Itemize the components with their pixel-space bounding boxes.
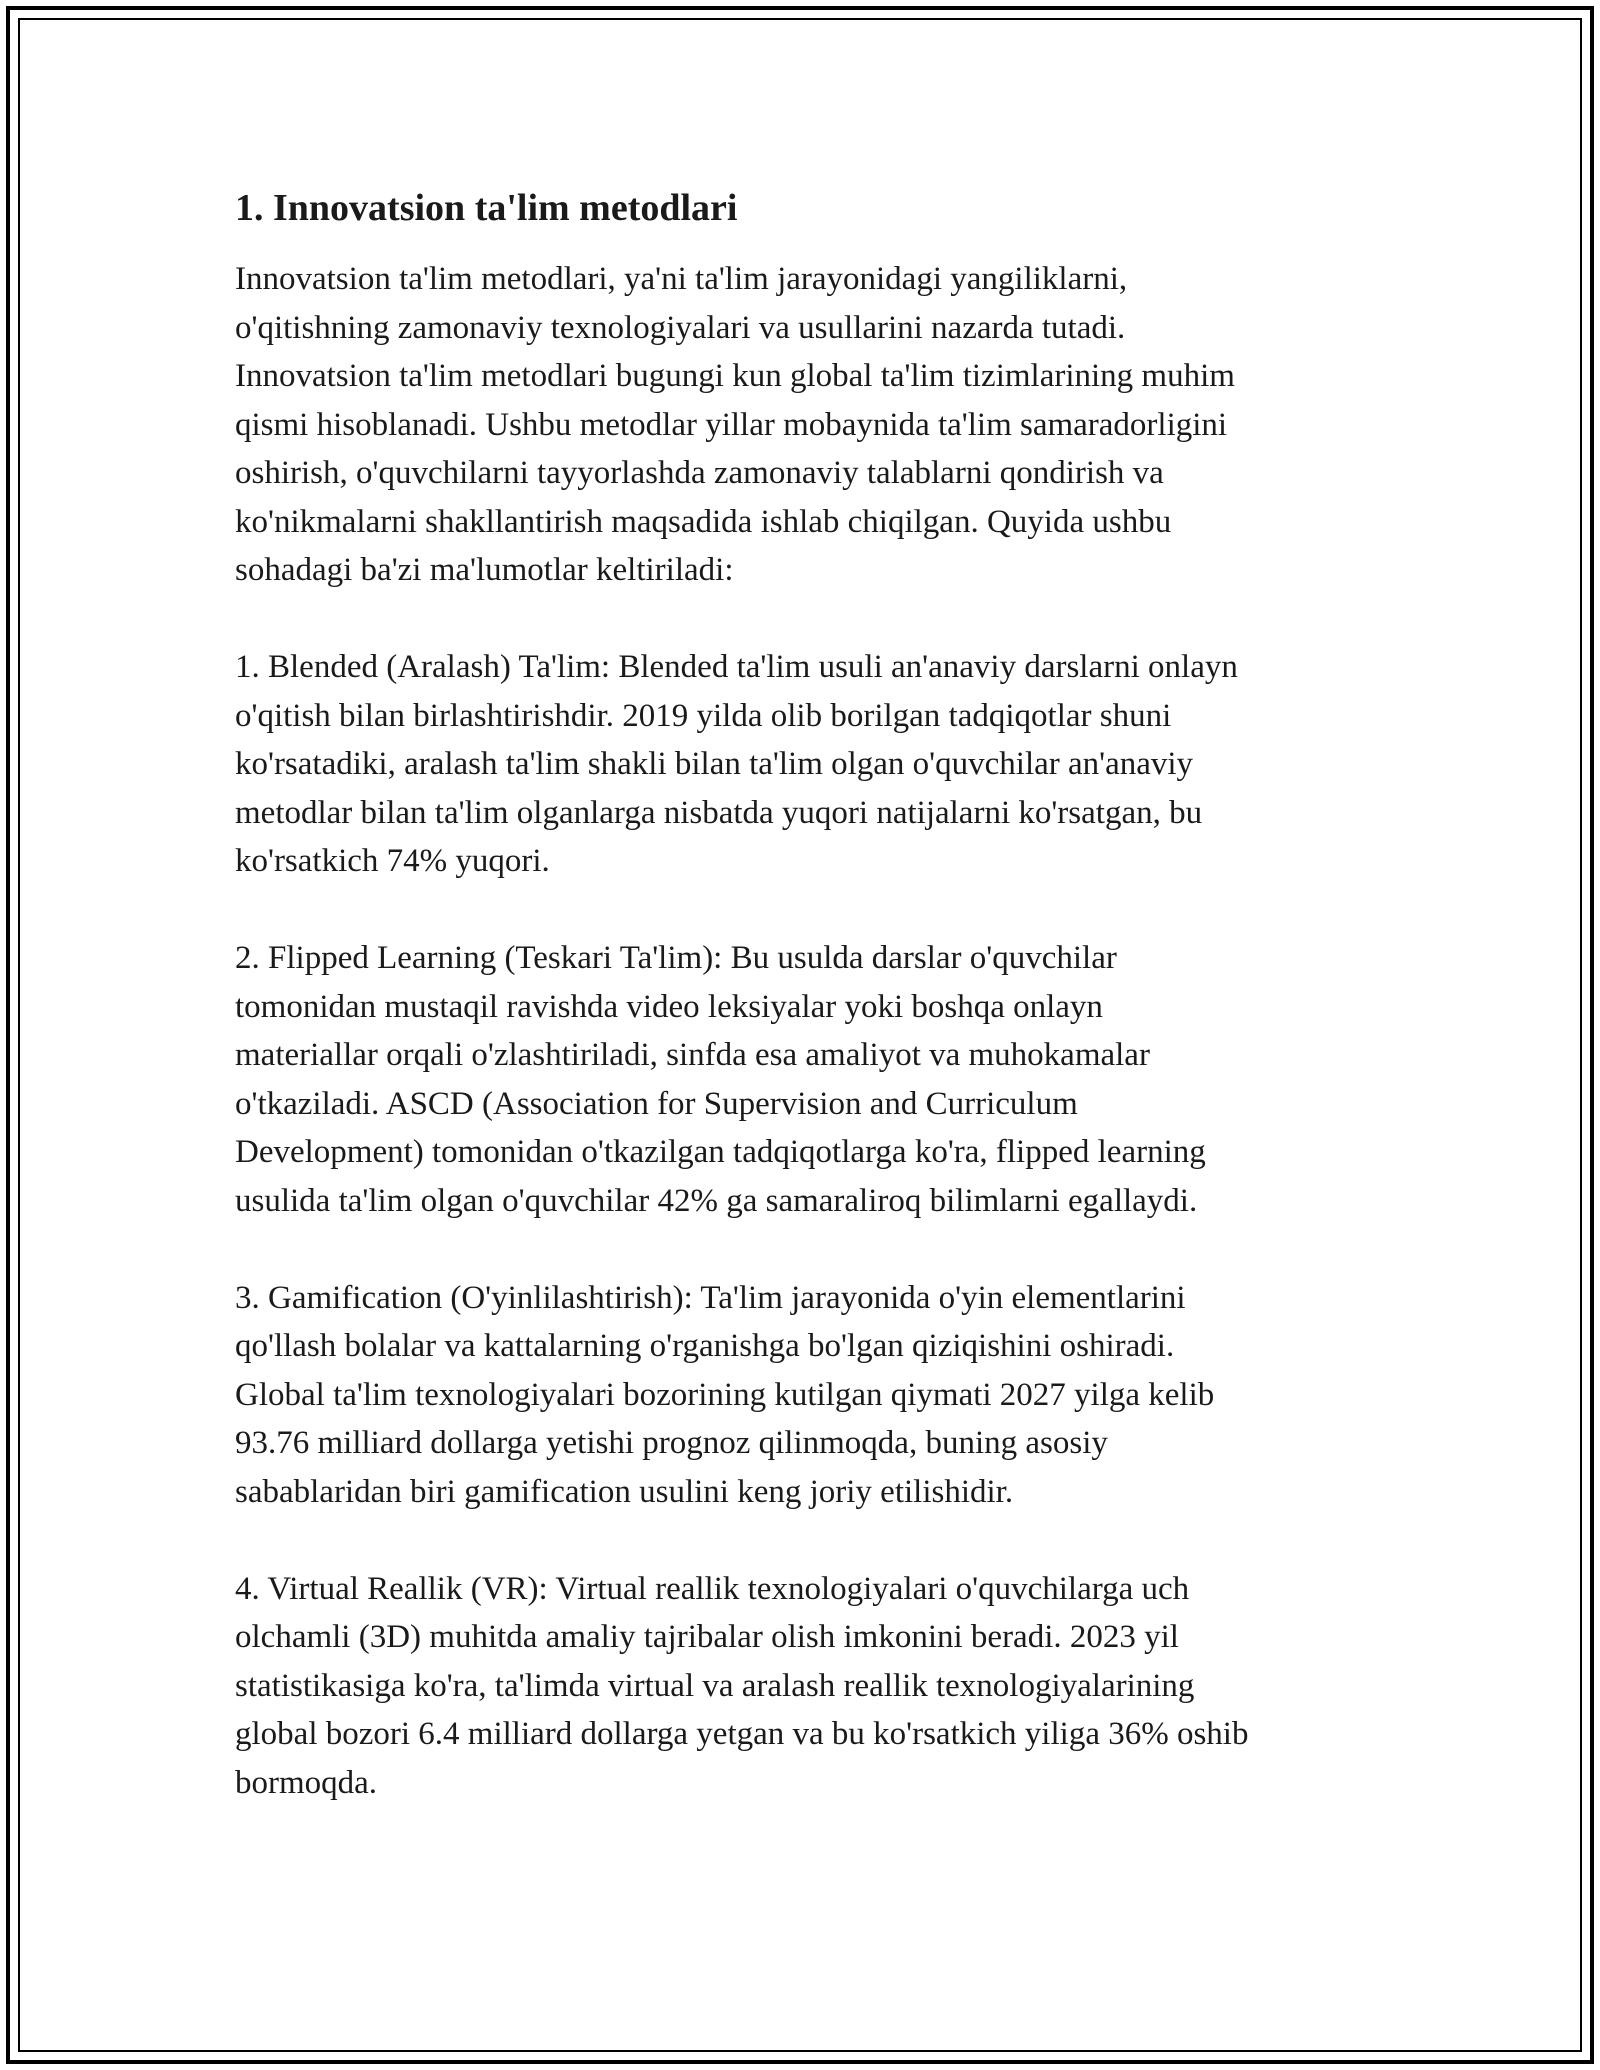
text-line: 4. Virtual Reallik (VR): Virtual reallik texnologiyalari o'quvchilarga uch xyxy=(235,1570,1190,1607)
document-body xyxy=(235,185,1395,1856)
text-line: Global ta'lim texnologiyalari bozorining kutilgan qiymati 2027 yilga kelib xyxy=(235,1376,1215,1413)
text-line: tomonidan mustaqil ravishda video leksiyalar yoki boshqa onlayn xyxy=(235,988,1103,1025)
text-line: sohadagi ba'zi ma'lumotlar keltiriladi: xyxy=(235,552,734,588)
text-line: Development) tomonidan o'tkazilgan tadqiqotlarga ko'ra, flipped learning xyxy=(235,1134,1206,1170)
section-heading: 1. Innovatsion ta'lim metodlari xyxy=(235,187,738,229)
text-line: ko'rsatkich 74% yuqori. xyxy=(235,843,550,879)
text-line: o'qitishning zamonaviy texnologiyalari va usullarini nazarda tutadi. xyxy=(235,309,1126,346)
text-line: 93.76 milliard dollarga yetishi prognoz qilinmoqda, buning asosiy xyxy=(235,1425,1108,1461)
text-line: olchamli (3D) muhitda amaliy tajribalar olish imkonini beradi. 2023 yil xyxy=(235,1619,1179,1655)
text-line: bormoqda. xyxy=(235,1764,378,1801)
text-line: statistikasiga ko'ra, ta'limda virtual va aralash reallik texnologiyalarining xyxy=(235,1667,1195,1704)
list-item-flipped-learning xyxy=(235,934,1395,1225)
text-line: 2. Flipped Learning (Teskari Ta'lim): Bu usulda darslar o'quvchilar xyxy=(235,940,1117,976)
text-line: Innovatsion ta'lim metodlari, ya'ni ta'lim jarayonidagi yangiliklarni, xyxy=(235,261,1128,297)
text-line: qismi hisoblanadi. Ushbu metodlar yillar mobaynida ta'lim samaradorligini xyxy=(235,406,1228,443)
list-item-gamification xyxy=(235,1274,1395,1517)
text-line: qo'llash bolalar va kattalarning o'rganishga bo'lgan qiziqishini oshiradi. xyxy=(235,1328,1175,1364)
text-line: materiallar orqali o'zlashtiriladi, sinfda esa amaliyot va muhokamalar xyxy=(235,1037,1150,1073)
text-line: ko'rsatadiki, aralash ta'lim shakli bilan ta'lim olgan o'quvchilar an'anaviy xyxy=(235,746,1194,782)
text-line: 3. Gamification (O'yinlilashtirish): Ta'lim jarayonida o'yin elementlarini xyxy=(235,1279,1186,1316)
text-line: o'tkaziladi. ASCD (Association for Supervision and Curriculum xyxy=(235,1085,1078,1122)
text-line: metodlar bilan ta'lim olganlarga nisbatda yuqori natijalarni ko'rsatgan, bu xyxy=(235,794,1203,831)
text-line: Innovatsion ta'lim metodlari bugungi kun global ta'lim tizimlarining muhim xyxy=(235,358,1235,394)
list-item-blended xyxy=(235,643,1395,886)
text-line: o'qitish bilan birlashtirishdir. 2019 yilda olib borilgan tadqiqotlar shuni xyxy=(235,697,1172,734)
list-item-virtual-reality xyxy=(235,1565,1395,1808)
text-line: global bozori 6.4 milliard dollarga yetgan va bu ko'rsatkich yiliga 36% oshib xyxy=(235,1716,1249,1752)
text-line: usulida ta'lim olgan o'quvchilar 42% ga samaraliroq bilimlarni egallaydi. xyxy=(235,1182,1198,1219)
intro-paragraph xyxy=(235,255,1395,595)
text-line: oshirish, o'quvchilarni tayyorlashda zamonaviy talablarni qondirish va xyxy=(235,455,1164,491)
text-line: ko'nikmalarni shakllantirish maqsadida ishlab chiqilgan. Quyida ushbu xyxy=(235,503,1172,540)
text-line: 1. Blended (Aralash) Ta'lim: Blended ta'lim usuli an'anaviy darslarni onlayn xyxy=(235,649,1238,685)
text-line: sabablaridan biri gamification usulini keng joriy etilishidir. xyxy=(235,1473,1014,1510)
